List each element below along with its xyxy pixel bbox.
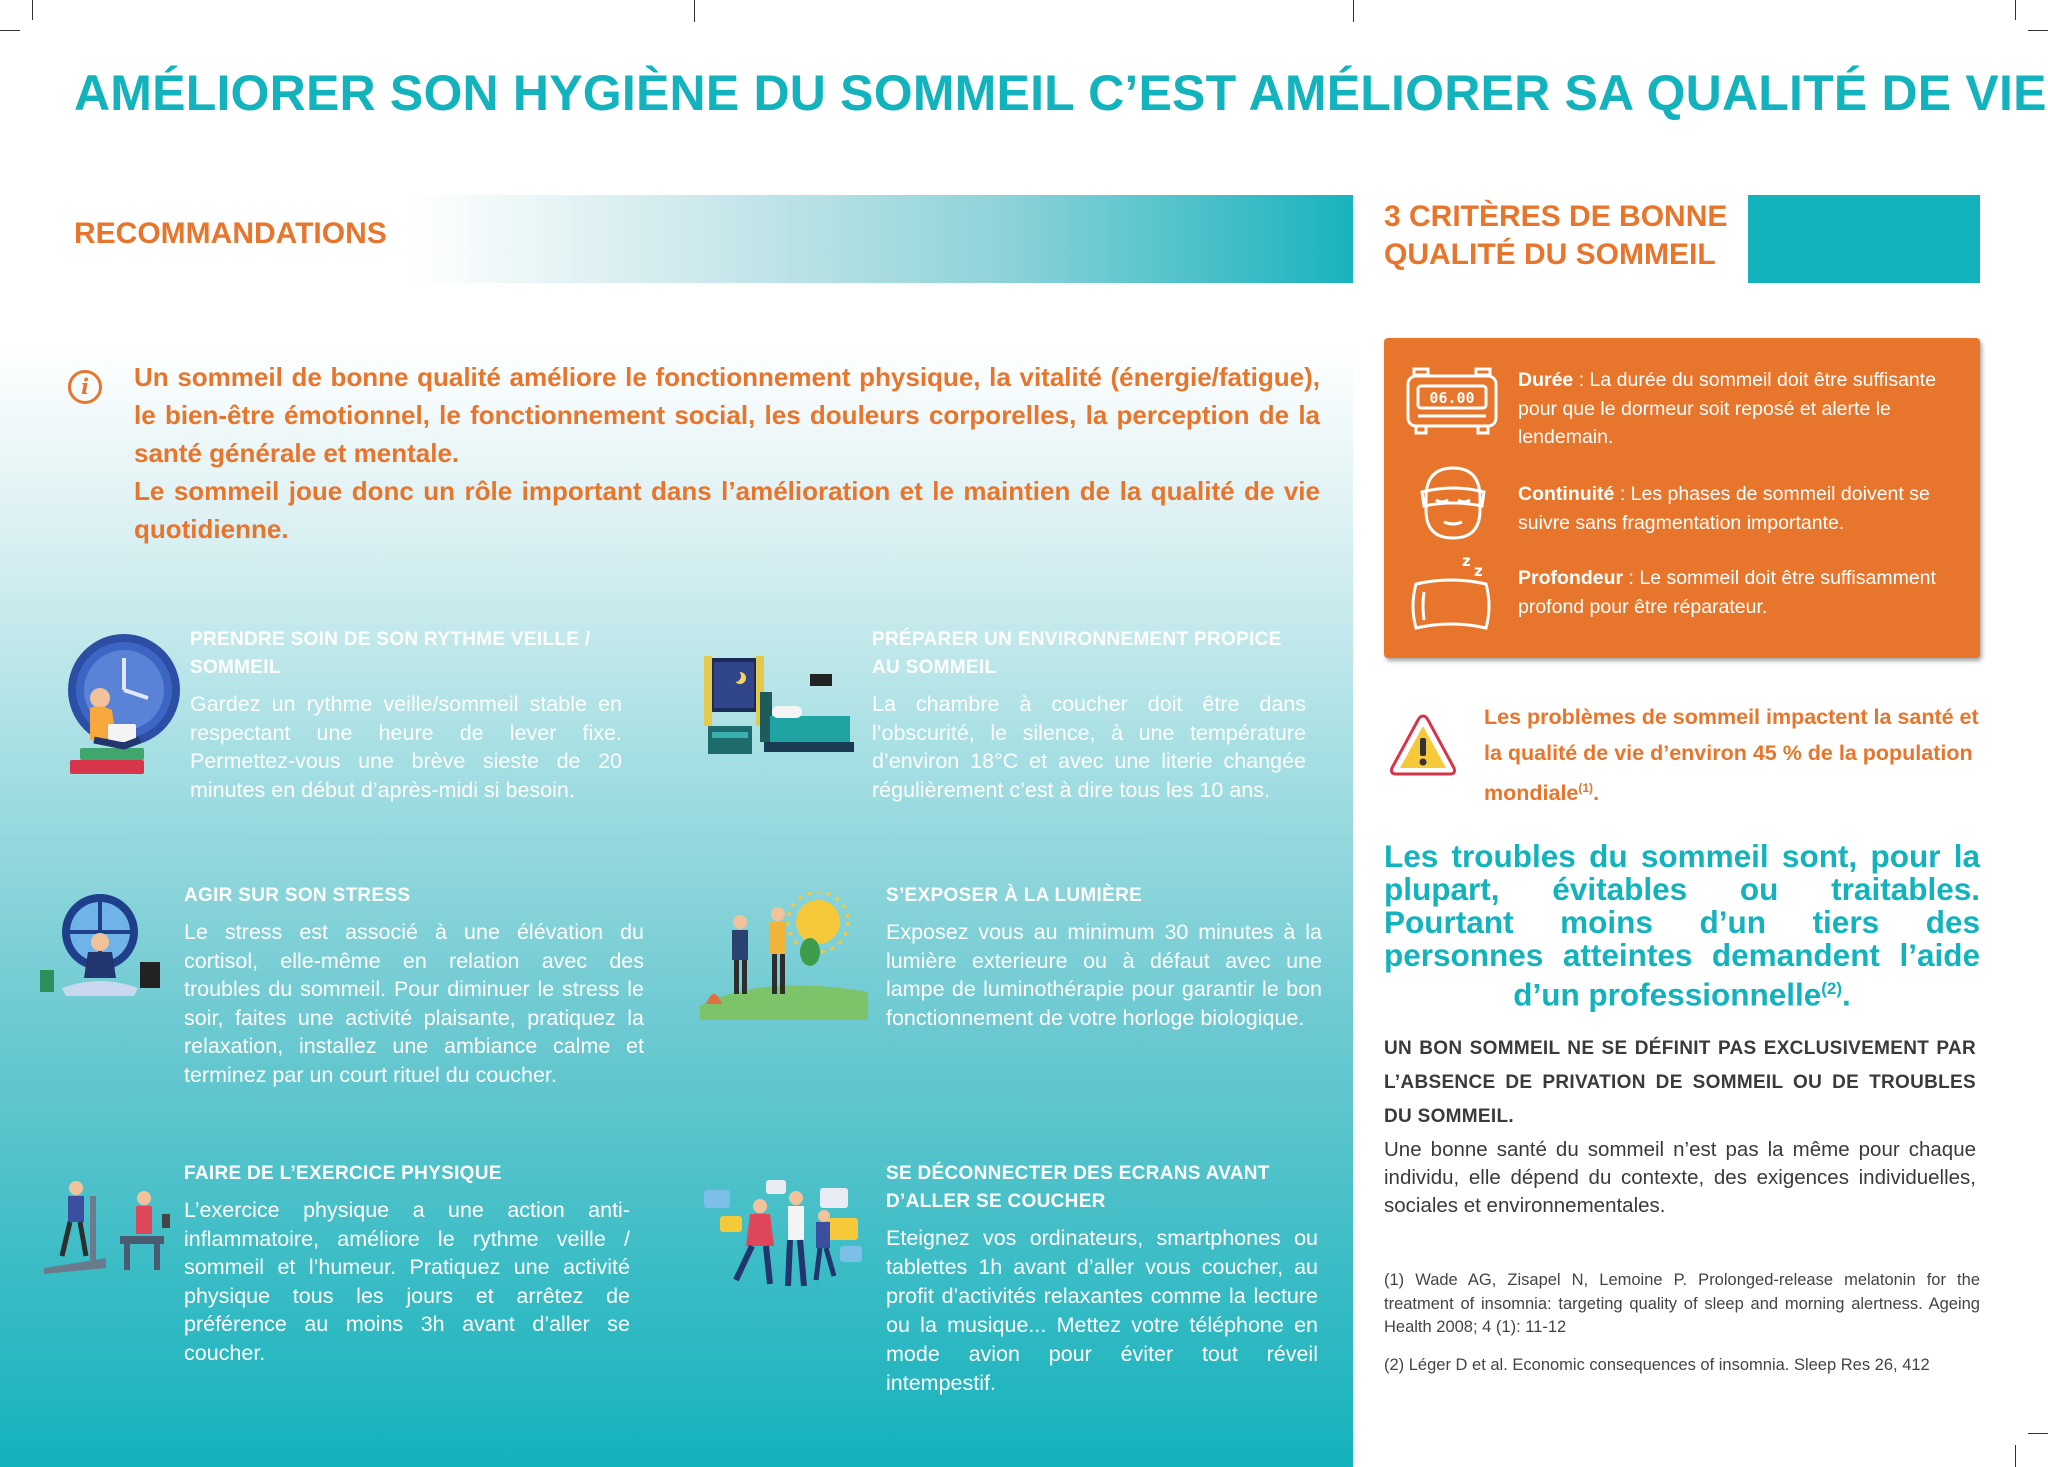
rec-title-rhythm: PRENDRE SOIN DE SON RYTHME VEILLE / SOMMEIL: [190, 629, 591, 678]
crop-mark: [694, 0, 695, 22]
bedroom-icon: [700, 650, 860, 760]
criteria-depth-label: Profondeur: [1518, 567, 1624, 589]
meditation-icon: [36, 892, 166, 1004]
crop-mark: [32, 0, 33, 20]
criteria-header-band: [1748, 195, 1980, 283]
criteria-continuity-text: : Les phases de sommeil doivent se suivre sans fragmentation importante.: [1518, 483, 1930, 534]
intro-paragraph-2: Le sommeil joue donc un rôle important dans l’amélioration et le maintien de la qualité de vie quotidienne.: [134, 476, 1320, 544]
rec-text-environment: La chambre à coucher doit être dans l’obscurité, le silence, à une température d’environ 18°C et avec une literie changée régulièrement c’est à dire tous les 10 ans.: [872, 692, 1306, 802]
svg-text:z: z: [1474, 562, 1483, 580]
troubles-statement: [1384, 840, 1980, 1012]
criteria-duration: [1518, 366, 1958, 452]
hiking-sun-icon: [700, 892, 868, 1020]
rec-title-environment: PRÉPARER UN ENVIRONNEMENT PROPICE AU SOMMEIL: [872, 629, 1282, 678]
svg-text:z: z: [1462, 552, 1471, 570]
clock-reading-icon: [60, 628, 180, 778]
page-title: AMÉLIORER SON HYGIÈNE DU SOMMEIL C’EST AMÉLIORER SA QUALITÉ DE VIE: [74, 65, 2047, 121]
rec-title-screens: SE DÉCONNECTER DES ECRANS AVANT D’ALLER SE COUCHER: [886, 1163, 1270, 1212]
crop-mark: [2028, 30, 2048, 31]
criteria-heading: 3 CRITÈRES DE BONNE QUALITÉ DU SOMMEIL: [1384, 200, 1728, 271]
criteria-box: [1384, 338, 1980, 658]
rec-title-exercise: FAIRE DE L’EXERCICE PHYSIQUE: [184, 1163, 502, 1184]
intro-paragraph-1: Un sommeil de bonne qualité améliore le fonctionnement physique, la vitalité (énergie/fatigue), le bien-être émotionnel, le fonctionnement social, les douleurs corporelles, la perception de la santé générale et mentale.: [134, 362, 1320, 468]
good-sleep-text: Une bonne santé du sommeil n’est pas la même pour chaque individu, elle dépend du contexte, des exigences individuelles, sociales et environnementales.: [1384, 1138, 1976, 1217]
rec-text-exercise: L’exercice physique a une action anti-inflammatoire, améliore le rythme veille / sommeil et l’humeur. Pratiquez une activité physique tous les jours et arrêtez de préférence au moins 3h avant d’aller se coucher.: [184, 1198, 630, 1365]
clock-display: 06.00: [1429, 389, 1475, 407]
crop-mark: [2028, 1433, 2048, 1434]
warning-text-body: Les problèmes de sommeil impactent la santé et la qualité de vie d’environ 45 % de la population mondiale: [1484, 705, 1979, 806]
criteria-duration-label: Durée: [1518, 369, 1574, 391]
crop-mark: [1353, 0, 1354, 22]
troubles-text: Les troubles du sommeil sont, pour la plupart, évitables ou traitables. Pourtant moins d’un tiers des personnes atteintes demandent l’aide d’un professionnelle: [1384, 838, 1980, 1013]
criteria-duration-text: : La durée du sommeil doit être suffisante pour que le dormeur soit reposé et alerte le lendemain.: [1518, 369, 1937, 448]
troubles-reference: (2): [1821, 979, 1843, 998]
criteria-continuity: [1518, 480, 1958, 537]
screens-icon: [700, 1176, 870, 1296]
warning-reference: (1): [1578, 781, 1594, 795]
warning-end: .: [1593, 781, 1600, 806]
alarm-clock-icon: [1404, 366, 1500, 436]
rec-title-stress: AGIR SUR SON STRESS: [184, 885, 411, 906]
rec-text-rhythm: Gardez un rythme veille/sommeil stable en respectant une heure de lever fixe. Permettez-vous une brève sieste de 20 minutes en début d’après-midi si besoin.: [190, 692, 622, 802]
rec-title-light: S’EXPOSER À LA LUMIÈRE: [886, 885, 1143, 906]
criteria-depth: [1518, 564, 1958, 621]
recommendations-heading: RECOMMANDATIONS: [74, 217, 387, 250]
rec-text-light: Exposez vous au minimum 30 minutes à la lumière exterieure ou à défaut avec une lampe de luminothérapie pour garantir le bon fonctionnement de votre horloge biologique.: [886, 920, 1322, 1030]
troubles-end: .: [1842, 976, 1851, 1013]
reference-1: (1) Wade AG, Zisapel N, Lemoine P. Prolonged-release melatonin for the treatment of insomnia: targeting quality of sleep and morning alertness. Ageing Health 2008; 4 (1): 11-12: [1384, 1271, 1980, 1336]
exercise-icon: [40, 1176, 172, 1276]
sleep-mask-icon: [1418, 464, 1488, 542]
warning-callout: [1384, 700, 1980, 820]
intro-text: [134, 358, 1320, 548]
criteria-depth-text: : Le sommeil doit être suffisamment profond pour être réparateur.: [1518, 567, 1936, 618]
warning-text: [1484, 700, 1980, 812]
good-sleep-heading: UN BON SOMMEIL NE SE DÉFINIT PAS EXCLUSIVEMENT PAR L’ABSENCE DE PRIVATION DE SOMMEIL OU DE TROUBLES DU SOMMEIL.: [1384, 1038, 1976, 1127]
recommendations-header-band: [0, 195, 1353, 283]
rec-text-screens: Eteignez vos ordinateurs, smartphones ou tablettes 1h avant d’aller vous coucher, au profit d’activités relaxantes comme la lecture ou la musique... Mettez votre téléphone en mode avion pour éviter tout réveil intempestif.: [886, 1226, 1318, 1395]
crop-mark: [2015, 0, 2016, 20]
crop-mark: [2015, 1445, 2016, 1467]
warning-icon: [1388, 712, 1458, 778]
rec-text-stress: Le stress est associé à une élévation du cortisol, elle-même en relation avec des troubles du sommeil. Pour diminuer le stress le soir, faites une activité plaisante, pratiquez la relaxation, installez une ambiance calme et terminez par un court rituel du coucher.: [184, 920, 644, 1087]
info-icon: i: [68, 370, 102, 404]
reference-2: (2) Léger D et al. Economic consequences of insomnia. Sleep Res 26, 412: [1384, 1356, 1930, 1374]
criteria-continuity-label: Continuité: [1518, 483, 1615, 505]
pillow-icon: [1408, 550, 1494, 634]
crop-mark: [0, 30, 20, 31]
